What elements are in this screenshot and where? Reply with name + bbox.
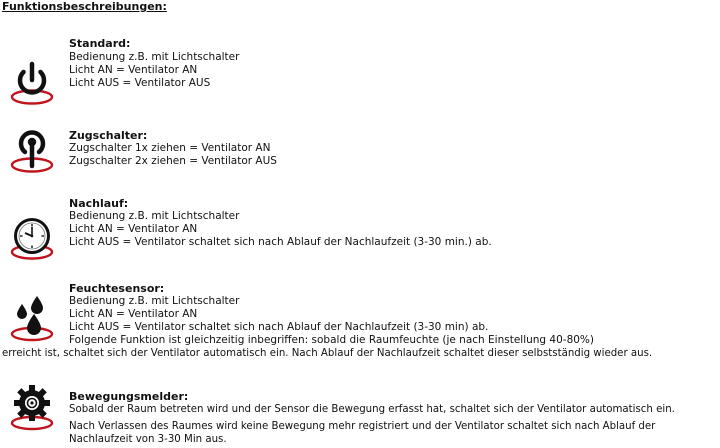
power-icon (8, 58, 56, 106)
water-drops-icon (8, 294, 56, 342)
section-line: Nachlaufzeit von 3-30 Min aus. (69, 434, 227, 445)
motion-sensor-gear-icon (8, 383, 56, 431)
section-title: Feuchtesensor: (69, 282, 165, 295)
section-line: Zugschalter 1x ziehen = Ventilator AN (69, 142, 271, 154)
section-title: Bewegungsmelder: (69, 390, 189, 403)
page-title: Funktionsbeschreibungen: (2, 0, 167, 13)
section-line: Bedienung z.B. mit Lichtschalter (69, 210, 240, 222)
section-line: erreicht ist, schaltet sich der Ventilator automatisch ein. Nach Ablauf der Nachlaufzeit schaltet dieser selbstständig wieder aus. (2, 348, 653, 359)
section-title: Nachlauf: (69, 197, 129, 210)
section-line: Licht AUS = Ventilator schaltet sich nach Ablauf der Nachlaufzeit (3-30 min.) ab. (69, 236, 492, 248)
section-line: Licht AUS = Ventilator AUS (69, 77, 211, 89)
section-line: Licht AN = Ventilator AN (69, 308, 198, 320)
section-line: Licht AUS = Ventilator schaltet sich nach Ablauf der Nachlaufzeit (3-30 min) ab. (69, 321, 489, 333)
section-title: Zugschalter: (69, 129, 148, 142)
section-line: Folgende Funktion ist gleichzeitig inbegriffen: sobald die Raumfeuchte (je nach Einstellung 40-80%) (69, 334, 595, 346)
section-title: Standard: (69, 37, 131, 50)
section-line: Bedienung z.B. mit Lichtschalter (69, 295, 240, 307)
section-line: Bedienung z.B. mit Lichtschalter (69, 51, 240, 63)
pull-cord-icon (8, 126, 56, 174)
clock-icon (8, 214, 56, 262)
section-line: Sobald der Raum betreten wird und der Sensor die Bewegung erfasst hat, schaltet sich der Ventilator automatisch ein. (69, 404, 675, 415)
section-line: Licht AN = Ventilator AN (69, 223, 198, 235)
section-line: Zugschalter 2x ziehen = Ventilator AUS (69, 155, 277, 167)
section-line: Licht AN = Ventilator AN (69, 64, 198, 76)
section-line: Nach Verlassen des Raumes wird keine Bewegung mehr registriert und der Ventilator schaltet sich nach Ablauf der (69, 421, 656, 432)
